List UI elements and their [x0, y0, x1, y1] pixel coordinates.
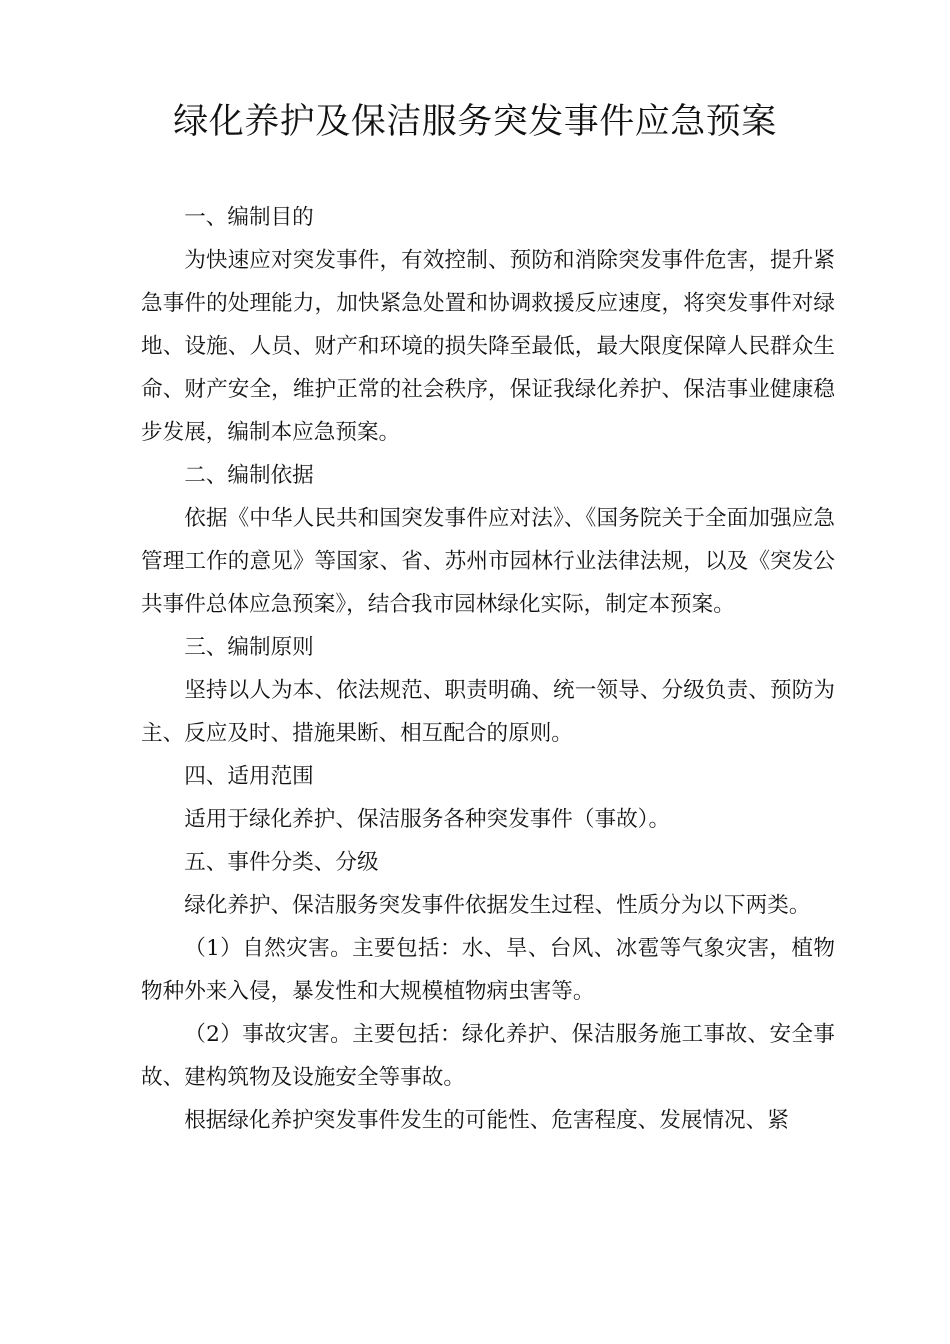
paragraph: 绿化养护、保洁服务突发事件依据发生过程、性质分为以下两类。 — [184, 893, 811, 918]
section-heading: 四、适用范围 — [184, 764, 314, 789]
paragraph: 为快速应对突发事件，有效控制、预防和消除突发事件危害，提升紧急事件的处理能力，加快紧急处置和协调救援反应速度，将突发事件对绿地、设施、人员、财产和环境的损失降至最低，最大限度保障人民群众生命、财产安全，维护正常的社会秩序，保证我绿化养护、保洁事业健康稳步发展，编制本应急预案。 — [141, 248, 835, 445]
list-item: （2）事故灾害。主要包括：绿化养护、保洁服务施工事故、安全事故、建构筑物及设施安全等事故。 — [141, 1022, 835, 1090]
paragraph: 适用于绿化养护、保洁服务各种突发事件（事故）。 — [184, 807, 671, 832]
section-heading: 五、事件分类、分级 — [184, 850, 379, 875]
document-body — [141, 196, 835, 1142]
section-heading: 二、编制依据 — [184, 463, 314, 488]
section-heading: 一、编制目的 — [184, 205, 314, 230]
paragraph: 依据《中华人民共和国突发事件应对法》、《国务院关于全面加强应急管理工作的意见》等国家、省、苏州市园林行业法律法规，以及《突发公共事件总体应急预案》，结合我市园林绿化实际，制定本预案。 — [141, 506, 835, 617]
document-title: 绿化养护及保洁服务突发事件应急预案 — [173, 102, 777, 142]
paragraph: 坚持以人为本、依法规范、职责明确、统一领导、分级负责、预防为主、反应及时、措施果断、相互配合的原则。 — [141, 678, 835, 746]
paragraph: 根据绿化养护突发事件发生的可能性、危害程度、发展情况、紧 — [184, 1108, 789, 1133]
section-heading: 三、编制原则 — [184, 635, 314, 660]
list-item: （1）自然灾害。主要包括：水、旱、台风、冰雹等气象灾害，植物物种外来入侵，暴发性和大规模植物病虫害等。 — [141, 936, 835, 1004]
